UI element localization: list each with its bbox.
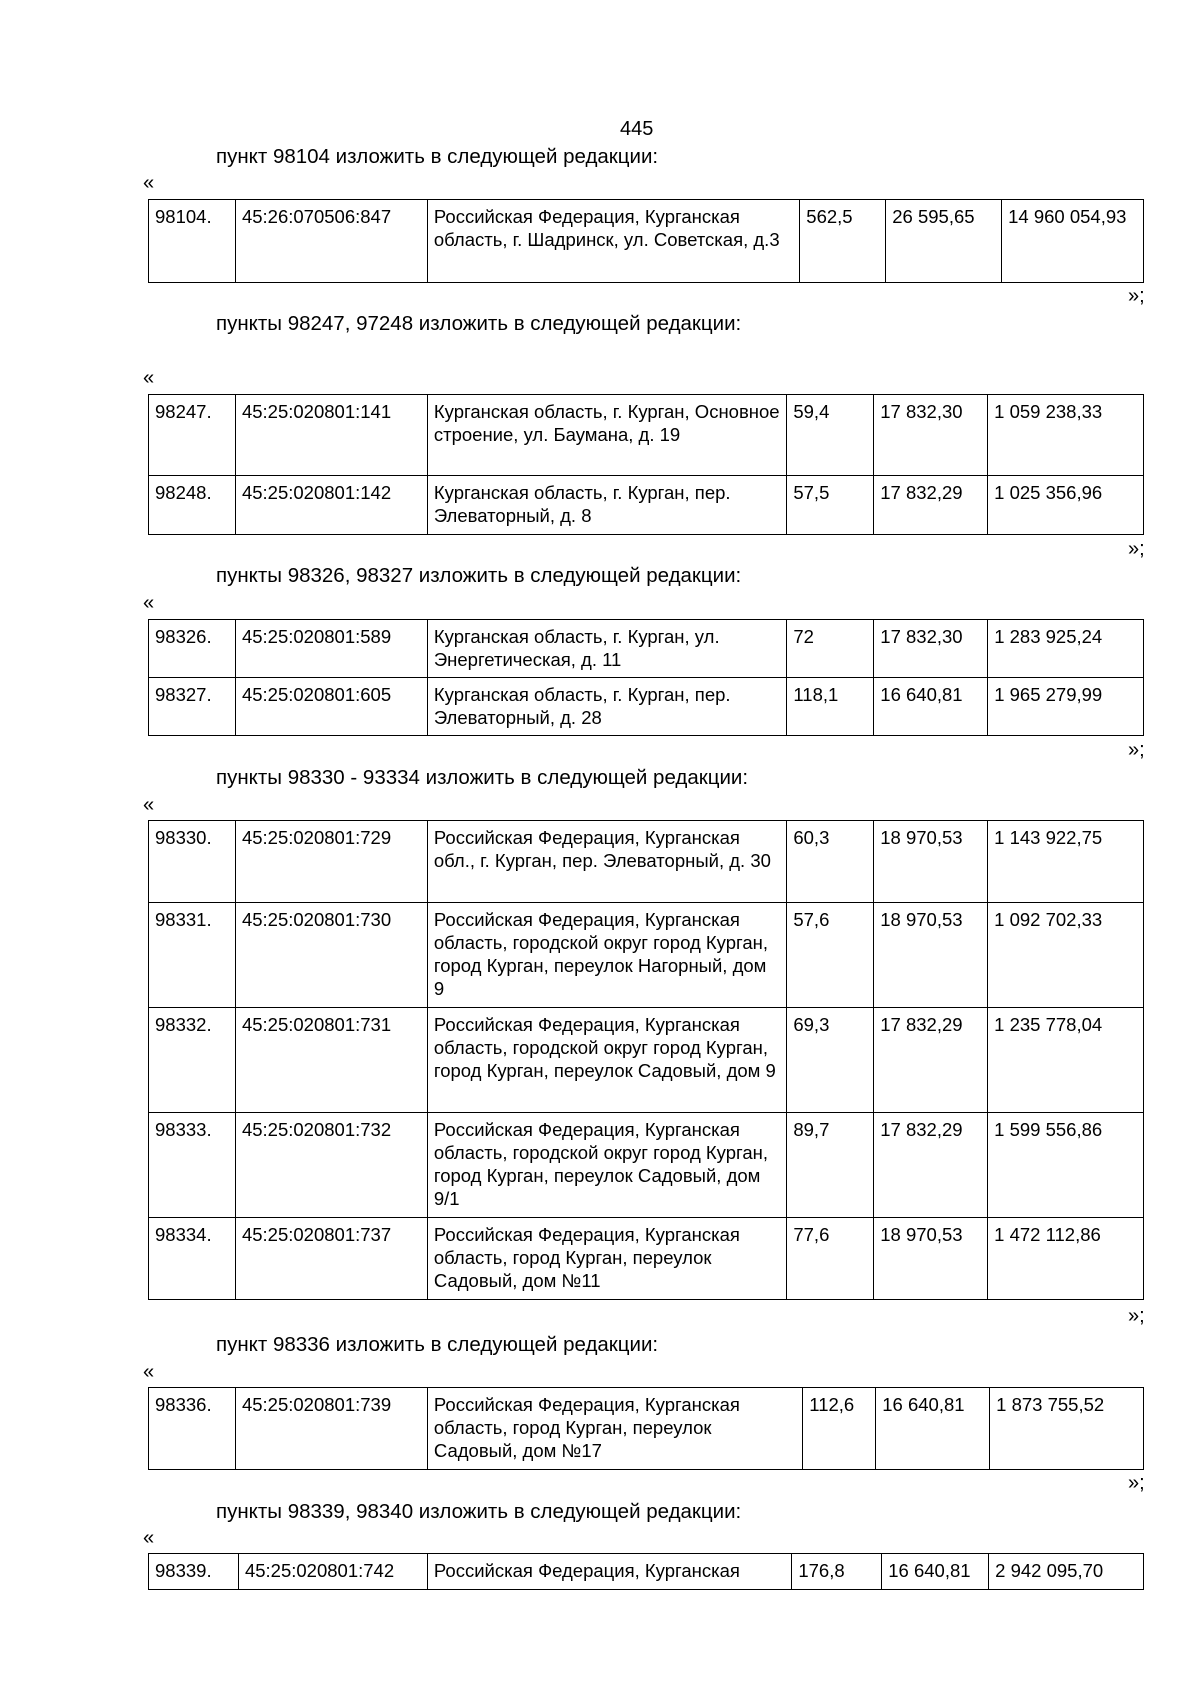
closing-quote: »; (1128, 1305, 1145, 1327)
item-number: 98334. (149, 1218, 236, 1300)
cadastral-value: 2 942 095,70 (989, 1554, 1144, 1590)
area: 60,3 (787, 821, 874, 903)
table-row (149, 620, 1144, 678)
address: Российская Федерация, Курганская область, город Курган, переулок Садовый, дом №17 (427, 1388, 802, 1470)
table-row (149, 200, 1144, 283)
cadastral-value: 1 472 112,86 (988, 1218, 1144, 1300)
opening-quote: « (143, 1527, 155, 1549)
cadastral-value: 1 025 356,96 (988, 476, 1144, 535)
cadastral-number: 45:25:020801:737 (235, 1218, 427, 1300)
unit-price: 16 640,81 (876, 1388, 990, 1470)
cadastral-number: 45:26:070506:847 (235, 200, 427, 283)
section-intro: пункты 98326, 98327 изложить в следующей редакции: (216, 564, 742, 587)
amendment-table (148, 1553, 1144, 1590)
opening-quote: « (143, 172, 155, 194)
table-row (149, 678, 1144, 736)
address: Российская Федерация, Курганская область, городской округ город Курган, город Курган, переулок Нагорный, дом 9 (427, 903, 786, 1008)
page-number: 445 (620, 118, 654, 140)
cadastral-number: 45:25:020801:732 (235, 1113, 427, 1218)
address: Российская Федерация, Курганская область, городской округ город Курган, город Курган, переулок Садовый, дом 9/1 (427, 1113, 786, 1218)
closing-quote: »; (1128, 1472, 1145, 1494)
cadastral-number: 45:25:020801:605 (235, 678, 427, 736)
opening-quote: « (143, 592, 155, 614)
address: Курганская область, г. Курган, пер. Элеваторный, д. 8 (427, 476, 786, 535)
section-intro: пункты 98247, 97248 изложить в следующей редакции: (216, 312, 742, 335)
unit-price: 18 970,53 (874, 903, 988, 1008)
item-number: 98331. (149, 903, 236, 1008)
unit-price: 26 595,65 (886, 200, 1002, 283)
cadastral-value: 1 235 778,04 (988, 1008, 1144, 1113)
cadastral-number: 45:25:020801:742 (238, 1554, 427, 1590)
item-number: 98248. (149, 476, 236, 535)
address: Российская Федерация, Курганская область, городской округ город Курган, город Курган, переулок Садовый, дом 9 (427, 1008, 786, 1113)
area: 72 (787, 620, 874, 678)
table-row (149, 903, 1144, 1008)
area: 69,3 (787, 1008, 874, 1113)
unit-price: 18 970,53 (874, 1218, 988, 1300)
item-number: 98333. (149, 1113, 236, 1218)
table-row (149, 1113, 1144, 1218)
section-intro: пункт 98336 изложить в следующей редакции: (216, 1333, 659, 1356)
closing-quote: »; (1128, 739, 1145, 761)
section-intro: пункты 98330 - 93334 изложить в следующей редакции: (216, 766, 749, 789)
area: 112,6 (803, 1388, 876, 1470)
item-number: 98327. (149, 678, 236, 736)
unit-price: 17 832,30 (874, 620, 988, 678)
cadastral-value: 1 599 556,86 (988, 1113, 1144, 1218)
opening-quote: « (143, 1361, 155, 1383)
address: Российская Федерация, Курганская (427, 1554, 791, 1590)
table-row (149, 821, 1144, 903)
area: 176,8 (792, 1554, 882, 1590)
area: 89,7 (787, 1113, 874, 1218)
unit-price: 18 970,53 (874, 821, 988, 903)
area: 77,6 (787, 1218, 874, 1300)
area: 57,6 (787, 903, 874, 1008)
item-number: 98326. (149, 620, 236, 678)
cadastral-number: 45:25:020801:729 (235, 821, 427, 903)
table-row (149, 395, 1144, 476)
amendment-table (148, 619, 1144, 736)
unit-price: 16 640,81 (882, 1554, 989, 1590)
cadastral-value: 14 960 054,93 (1002, 200, 1144, 283)
section-intro: пункт 98104 изложить в следующей редакции: (216, 145, 659, 168)
area: 57,5 (787, 476, 874, 535)
cadastral-value: 1 059 238,33 (988, 395, 1144, 476)
amendment-table (148, 394, 1144, 535)
unit-price: 17 832,29 (874, 476, 988, 535)
area: 118,1 (787, 678, 874, 736)
table-row (149, 476, 1144, 535)
amendment-table (148, 820, 1144, 1300)
amendment-table (148, 199, 1144, 283)
table-row (149, 1008, 1144, 1113)
unit-price: 16 640,81 (874, 678, 988, 736)
area: 562,5 (800, 200, 886, 283)
cadastral-number: 45:25:020801:589 (235, 620, 427, 678)
cadastral-number: 45:25:020801:142 (235, 476, 427, 535)
address: Российская Федерация, Курганская область, г. Шадринск, ул. Советская, д.3 (427, 200, 799, 283)
table-row (149, 1388, 1144, 1470)
cadastral-number: 45:25:020801:739 (235, 1388, 427, 1470)
opening-quote: « (143, 367, 155, 389)
unit-price: 17 832,30 (874, 395, 988, 476)
table-row (149, 1554, 1144, 1590)
cadastral-number: 45:25:020801:141 (235, 395, 427, 476)
cadastral-value: 1 143 922,75 (988, 821, 1144, 903)
address: Российская Федерация, Курганская область, город Курган, переулок Садовый, дом №11 (427, 1218, 786, 1300)
address: Курганская область, г. Курган, пер. Элеваторный, д. 28 (427, 678, 787, 736)
cadastral-number: 45:25:020801:731 (235, 1008, 427, 1113)
cadastral-number: 45:25:020801:730 (235, 903, 427, 1008)
unit-price: 17 832,29 (874, 1113, 988, 1218)
cadastral-value: 1 283 925,24 (988, 620, 1144, 678)
item-number: 98332. (149, 1008, 236, 1113)
closing-quote: »; (1128, 538, 1145, 560)
section-intro: пункты 98339, 98340 изложить в следующей редакции: (216, 1500, 742, 1523)
area: 59,4 (787, 395, 874, 476)
item-number: 98336. (149, 1388, 236, 1470)
opening-quote: « (143, 794, 155, 816)
item-number: 98247. (149, 395, 236, 476)
cadastral-value: 1 965 279,99 (988, 678, 1144, 736)
unit-price: 17 832,29 (874, 1008, 988, 1113)
item-number: 98339. (149, 1554, 239, 1590)
address: Курганская область, г. Курган, ул. Энергетическая, д. 11 (427, 620, 787, 678)
table-row (149, 1218, 1144, 1300)
item-number: 98330. (149, 821, 236, 903)
cadastral-value: 1 092 702,33 (988, 903, 1144, 1008)
cadastral-value: 1 873 755,52 (990, 1388, 1144, 1470)
closing-quote: »; (1128, 285, 1145, 307)
amendment-table (148, 1387, 1144, 1470)
item-number: 98104. (149, 200, 236, 283)
address: Курганская область, г. Курган, Основное строение, ул. Баумана, д. 19 (427, 395, 786, 476)
address: Российская Федерация, Курганская обл., г. Курган, пер. Элеваторный, д. 30 (427, 821, 786, 903)
